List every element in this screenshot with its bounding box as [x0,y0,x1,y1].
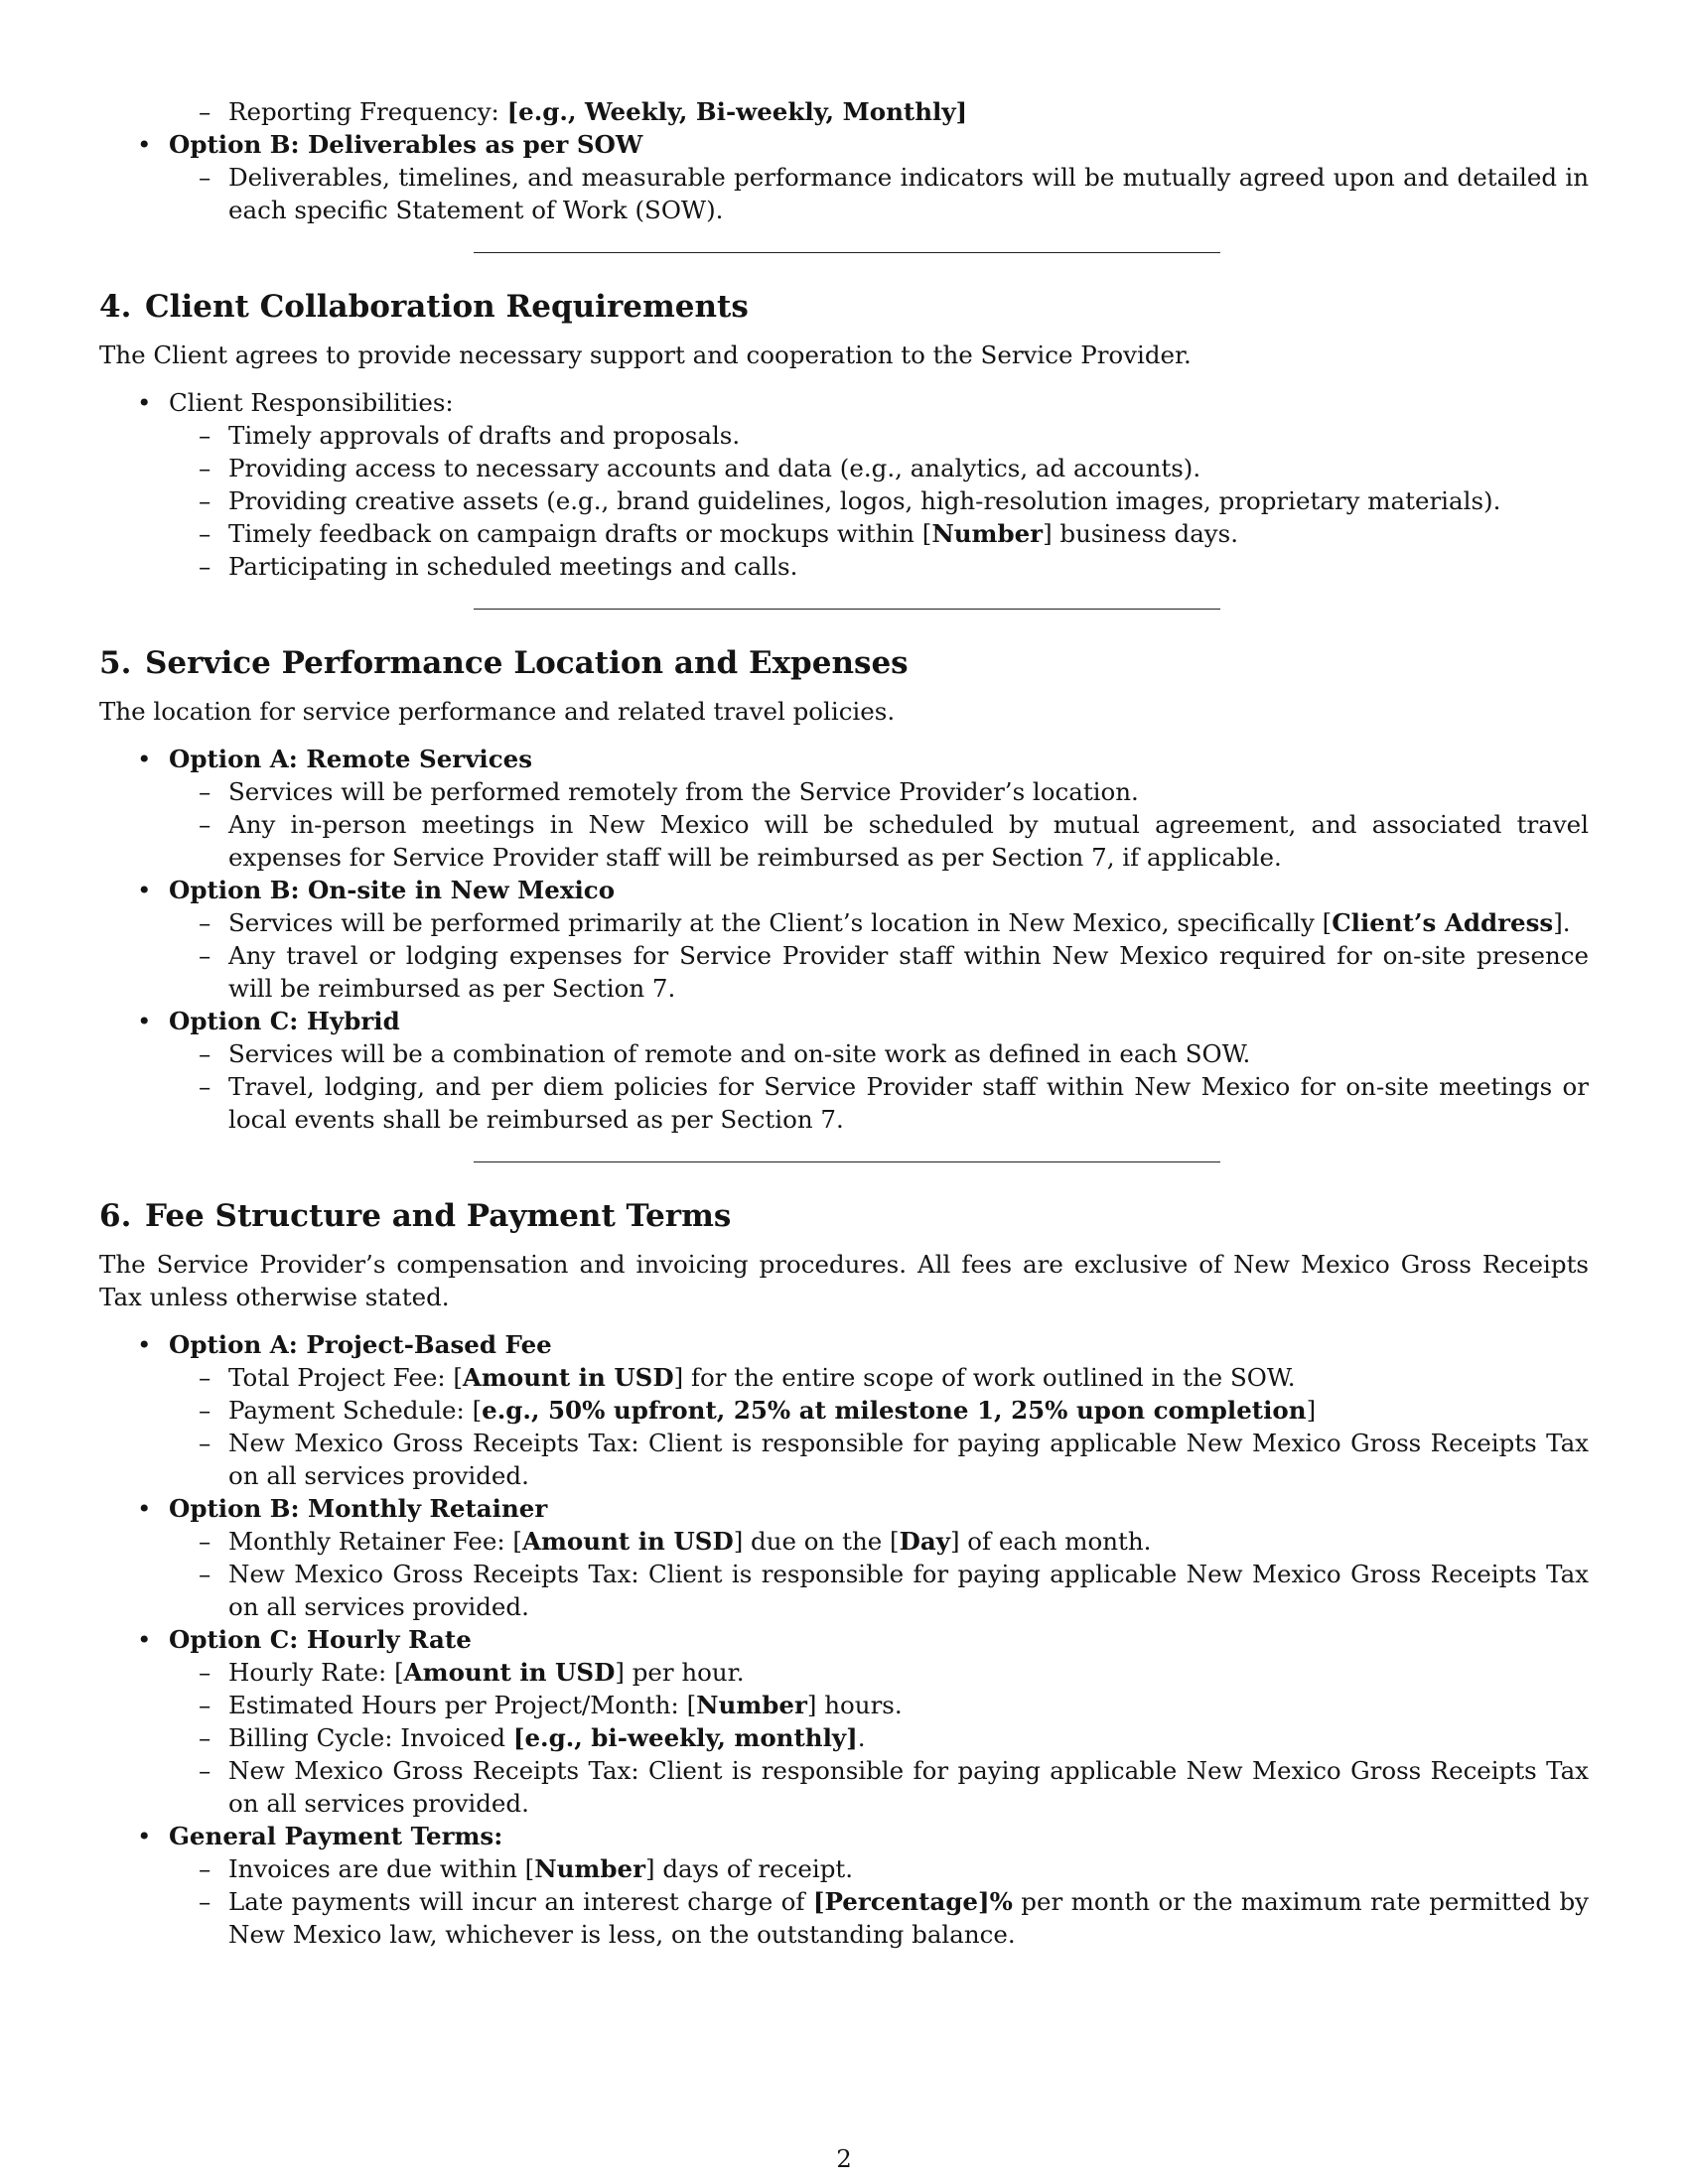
section-6-list [99,1328,1589,1951]
option-c-hybrid: • Option C: Hybrid – Services will be a combination of remote and on-site work as defined in each SOW. – Travel, lodging, and per diem policies for Service Provider staff within New Mexico for on-site meetings or local events shall be reimbursed as per Section 7. [99,1005,1589,1136]
list-item: – Services will be performed remotely from the Service Provider’s location. [169,775,1589,808]
list-item: – New Mexico Gross Receipts Tax: Client is responsible for paying applicable New Mexico Gross Receipts Tax on all services provided. [169,1427,1589,1492]
list-item: – New Mexico Gross Receipts Tax: Client is responsible for paying applicable New Mexico Gross Receipts Tax on all services provided. [169,1754,1589,1820]
option-b-onsite: • Option B: On-site in New Mexico – Services will be performed primarily at the Client’s location in New Mexico, specifically [Client’s Address]. – Any travel or lodging expenses for Service Provider staff within New Mexico required for on-site presence will be reimbursed as per Section 7. [99,874,1589,1005]
list-item: – Travel, lodging, and per diem policies for Service Provider staff within New Mexico for on-site meetings or local events shall be reimbursed as per Section 7. [169,1070,1589,1136]
option-a-project-fee: • Option A: Project-Based Fee – Total Project Fee: [Amount in USD] for the entire scope of work outlined in the SOW. – Payment Schedule: [e.g., 50% upfront, 25% at milestone 1, 25% upon completion] – New Mexico Gross Receipts Tax: Client is responsible for paying applicable New Mexico Gross Receipts Tax on all services provided. [99,1328,1589,1492]
list-item: – Any in-person meetings in New Mexico will be scheduled by mutual agreement, and associated travel expenses for Service Provider staff will be reimbursed as per Section 7, if applicable. [169,808,1589,874]
list-item: – Hourly Rate: [Amount in USD] per hour. [169,1656,1589,1689]
list-item: – Billing Cycle: Invoiced [e.g., bi-weekly, monthly]. [169,1721,1589,1754]
list-item: – Providing access to necessary accounts and data (e.g., analytics, ad accounts). [169,452,1589,484]
list-item: – Total Project Fee: [Amount in USD] for the entire scope of work outlined in the SOW. [169,1361,1589,1394]
client-responsibilities: • Client Responsibilities: – Timely approvals of drafts and proposals. – Providing access to necessary accounts and data (e.g., analytics, ad accounts). – Providing creative assets (e.g., brand guidelines, logos, high-resolution images, proprietary materials). – Timely feedback on campaign drafts or mockups within [Number] business days. – Participating in scheduled meetings and calls. [99,386,1589,583]
section-4-heading: 4. Client Collaboration Requirements [99,289,749,325]
list-item: – New Mexico Gross Receipts Tax: Client is responsible for paying applicable New Mexico Gross Receipts Tax on all services provided. [169,1558,1589,1623]
list-item: – Services will be performed primarily at the Client’s location in New Mexico, specifically [Client’s Address]. [169,906,1589,939]
document-page [99,95,1589,1951]
section-5-heading: 5. Service Performance Location and Expenses [99,645,909,681]
section-4-list [99,386,1589,583]
option-c-hourly: • Option C: Hourly Rate – Hourly Rate: [Amount in USD] per hour. – Estimated Hours per Project/Month: [Number] hours. – Billing Cycle: Invoiced [e.g., bi-weekly, monthly]. – New Mexico Gross Receipts Tax: Client is responsible for paying applicable New Mexico Gross Receipts Tax on all services provided. [99,1623,1589,1820]
reporting-frequency-item: – Reporting Frequency: [e.g., Weekly, Bi-weekly, Monthly] [169,95,1589,128]
list-item: – Timely feedback on campaign drafts or mockups within [Number] business days. [169,517,1589,550]
list-item: – Invoices are due within [Number] days of receipt. [169,1852,1589,1885]
section-6-heading: 6. Fee Structure and Payment Terms [99,1198,732,1234]
list-item: – Participating in scheduled meetings and calls. [169,550,1589,583]
list-item: – Deliverables, timelines, and measurable performance indicators will be mutually agreed upon and detailed in each specific Statement of Work (SOW). [169,161,1589,226]
page-number: 2 [836,2144,852,2173]
list-item: – Payment Schedule: [e.g., 50% upfront, 25% at milestone 1, 25% upon completion] [169,1394,1589,1427]
list-item: – Late payments will incur an interest charge of [Percentage]% per month or the maximum rate permitted by New Mexico law, whichever is less, on the outstanding balance. [169,1885,1589,1951]
list-item: – Estimated Hours per Project/Month: [Number] hours. [169,1689,1589,1721]
section-divider [474,252,1220,253]
section-4-intro: The Client agrees to provide necessary support and cooperation to the Service Provider. [99,341,1192,369]
option-a-remote: • Option A: Remote Services – Services will be performed remotely from the Service Provider’s location. – Any in-person meetings in New Mexico will be scheduled by mutual agreement, and associated travel expenses for Service Provider staff will be reimbursed as per Section 7, if applicable. [99,743,1589,874]
section-6-intro: The Service Provider’s compensation and invoicing procedures. All fees are exclusive of New Mexico Gross Receipts Tax unless otherwise stated. [99,1250,1589,1311]
list-item: – Services will be a combination of remote and on-site work as defined in each SOW. [169,1037,1589,1070]
general-payment-terms: • General Payment Terms: – Invoices are due within [Number] days of receipt. – Late payments will incur an interest charge of [Percentage]% per month or the maximum rate permitted by New Mexico law, whichever is less, on the outstanding balance. [99,1820,1589,1951]
option-b-retainer: • Option B: Monthly Retainer – Monthly Retainer Fee: [Amount in USD] due on the [Day] of each month. – New Mexico Gross Receipts Tax: Client is responsible for paying applicable New Mexico Gross Receipts Tax on all services provided. [99,1492,1589,1623]
list-item: – Timely approvals of drafts and proposals. [169,419,1589,452]
section-3-options [99,128,1589,226]
section-3-tail-list [169,95,1589,128]
section-divider [474,1161,1220,1162]
list-item: – Any travel or lodging expenses for Service Provider staff within New Mexico required for on-site presence will be reimbursed as per Section 7. [169,939,1589,1005]
list-item: – Monthly Retainer Fee: [Amount in USD] due on the [Day] of each month. [169,1525,1589,1558]
section-5-list [99,743,1589,1136]
section-5-intro: The location for service performance and related travel policies. [99,697,896,726]
option-b-deliverables: • Option B: Deliverables as per SOW – Deliverables, timelines, and measurable performance indicators will be mutually agreed upon and detailed in each specific Statement of Work (SOW). [99,128,1589,226]
list-item: – Providing creative assets (e.g., brand guidelines, logos, high-resolution images, proprietary materials). [169,484,1589,517]
section-divider [474,609,1220,610]
